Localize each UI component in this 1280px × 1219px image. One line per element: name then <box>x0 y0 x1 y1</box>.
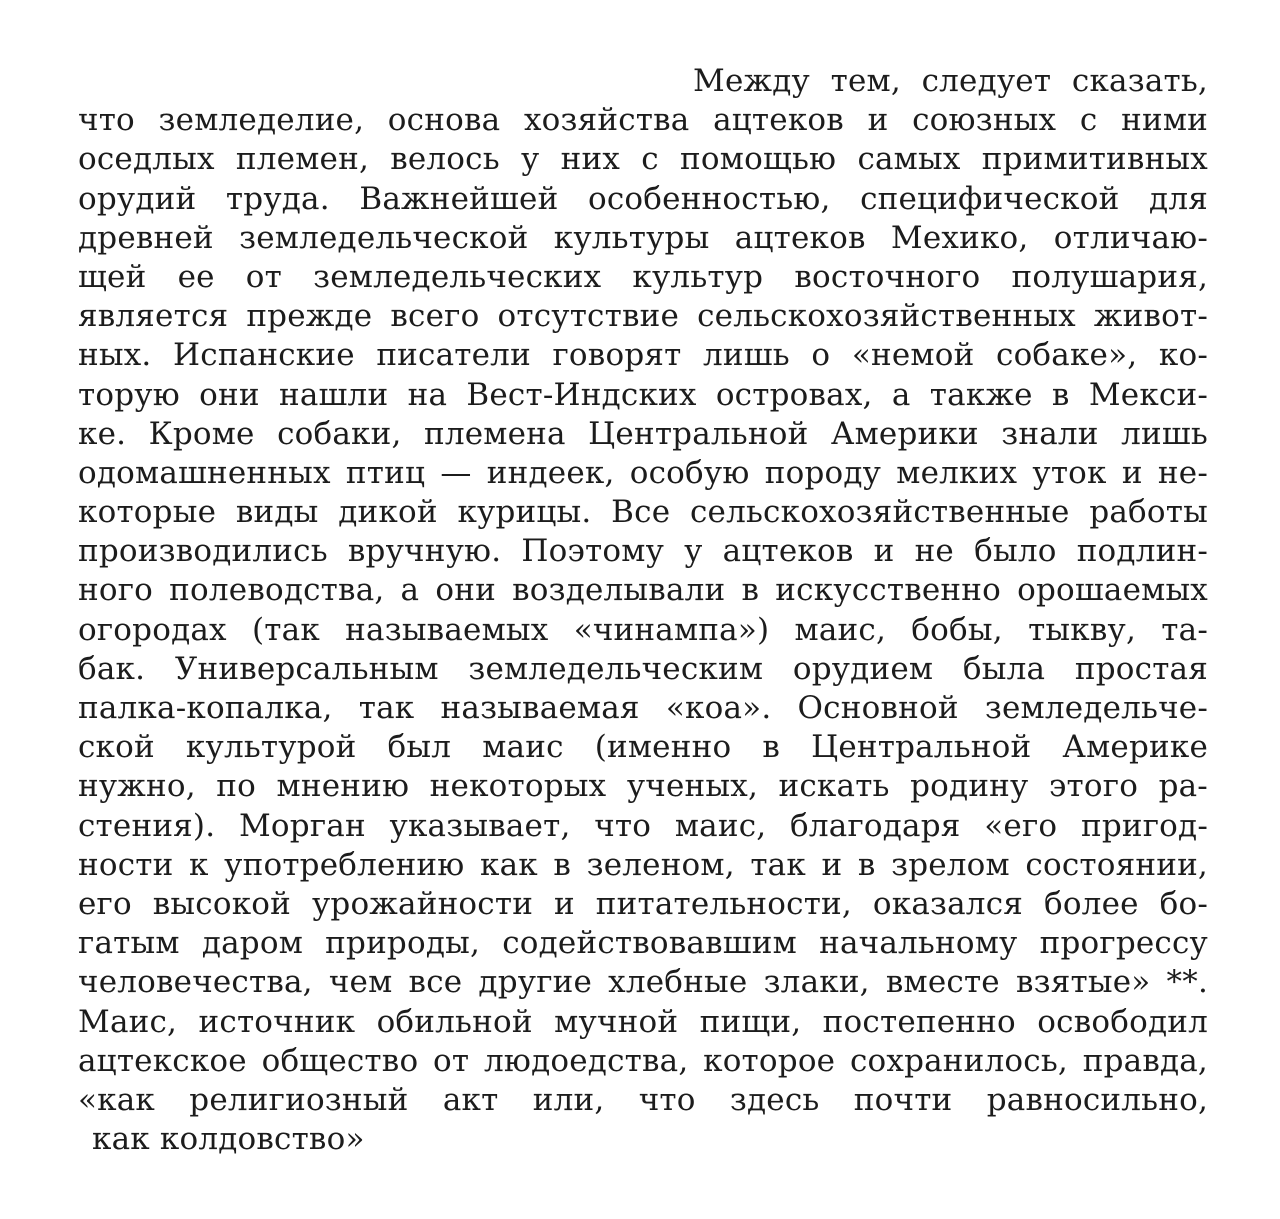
text-line: является прежде всего отсутствие сельскохозяйственных живот- <box>78 298 1208 335</box>
text-line: ацтекское общество от людоедства, которое сохранилось, правда, <box>78 1042 1208 1079</box>
text-line: человечества, чем все другие хлебные злаки, вместе взятые» **. <box>78 964 1208 1001</box>
text-line: ных. Испанские писатели говорят лишь о «немой собаке», ко- <box>78 337 1208 374</box>
text-line: Маис, источник обильной мучной пищи, постепенно освободил <box>78 1003 1208 1040</box>
text-line: Между тем, следует сказать, <box>693 63 1208 99</box>
text-line: торую они нашли на Вест-Индских островах, а также в Мекси- <box>78 376 1208 413</box>
text-line: его высокой урожайности и питательности, оказался более бо- <box>78 885 1208 922</box>
text-line: огородах (так называемых «чинампа») маис, бобы, тыкву, та- <box>78 611 1208 648</box>
text-line: «как религиозный акт или, что здесь почти равносильно, <box>78 1081 1208 1118</box>
text-line: древней земледельческой культуры ацтеков Мехико, отличаю- <box>78 219 1208 256</box>
text-line: ного полеводства, а они возделывали в искусственно орошаемых <box>78 572 1208 609</box>
text-line: стения). Морган указывает, что маис, благодаря «его пригод- <box>78 807 1208 844</box>
text-line: гатым даром природы, содействовавшим начальному прогрессу <box>78 925 1208 962</box>
text-line: оседлых племен, велось у них с помощью самых примитивных <box>78 141 1208 178</box>
text-line: нужно, по мнению некоторых ученых, искать родину этого ра- <box>78 768 1208 805</box>
text-line: ской культурой был маис (именно в Центральной Америке <box>78 729 1208 766</box>
text-line: как колдовство» <box>92 1121 365 1158</box>
text-line: палка-копалка, так называемая «коа». Основной земледельче- <box>78 690 1208 726</box>
text-line: бак. Универсальным земледельческим орудием была простая <box>78 650 1208 687</box>
text-line: щей ее от земледельческих культур восточного полушария, <box>78 258 1208 295</box>
paragraph <box>78 62 1208 1159</box>
text-line: ности к употреблению как в зеленом, так и в зрелом состоянии, <box>78 846 1208 883</box>
text-line: ке. Кроме собаки, племена Центральной Америки знали лишь <box>78 415 1208 452</box>
text-line: орудий труда. Важнейшей особенностью, специфической для <box>78 180 1208 217</box>
text-line: что земледелие, основа хозяйства ацтеков и союзных с ними <box>78 102 1208 139</box>
text-line: производились вручную. Поэтому у ацтеков и не было подлин- <box>78 533 1208 570</box>
text-line: которые виды дикой курицы. Все сельскохозяйственные работы <box>78 494 1208 531</box>
text-line: одомашненных птиц — индеек, особую породу мелких уток и не- <box>78 454 1208 491</box>
